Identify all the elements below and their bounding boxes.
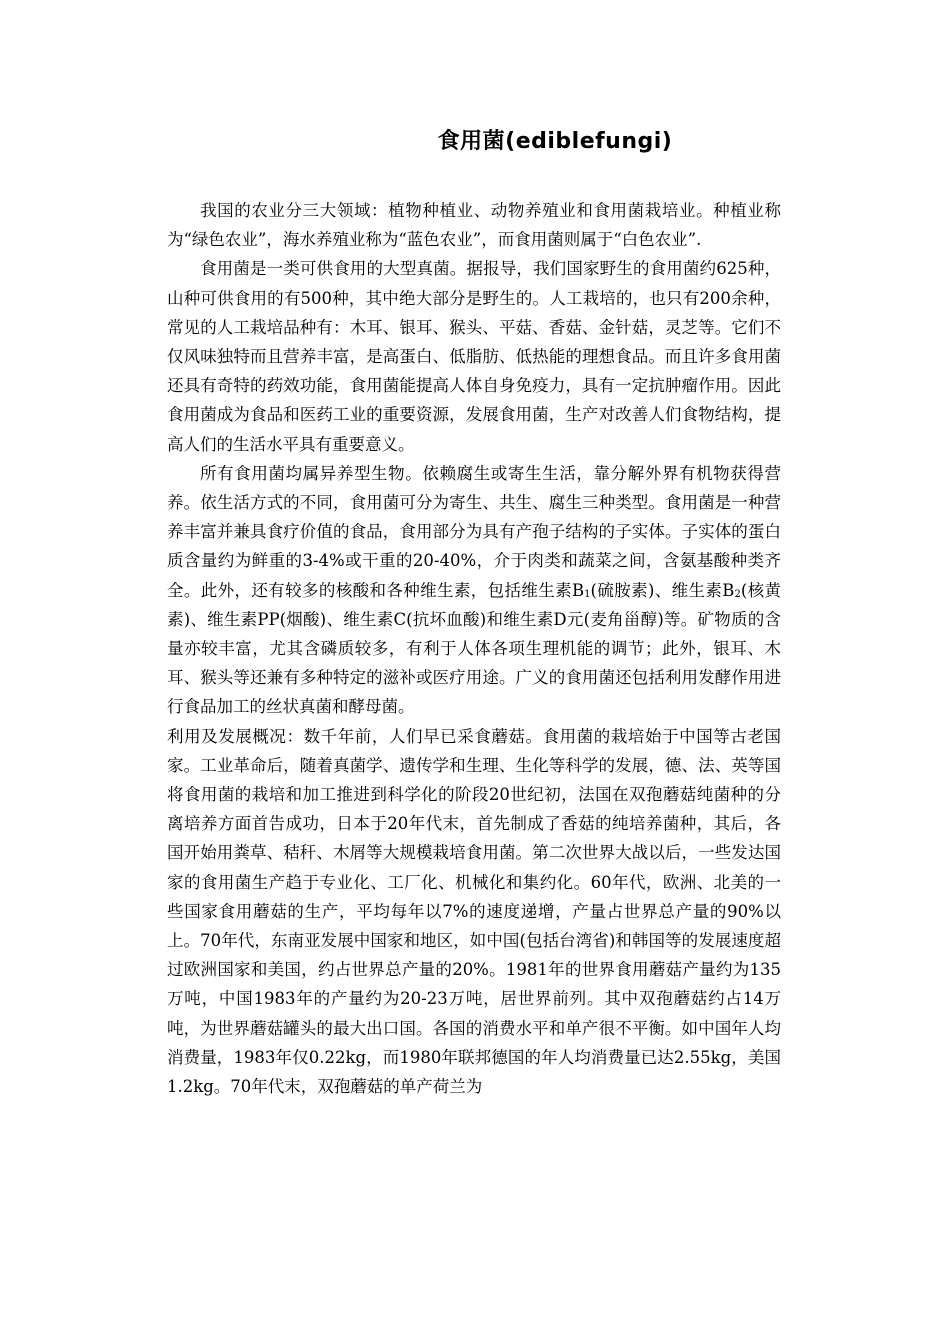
paragraph-development-history: 利用及发展概况：数千年前，人们早已采食蘑菇。食用菌的栽培始于中国等古老国家。工业革命后，随着真菌学、遗传学和生理、生化等科学的发展，德、法、英等国将食用菌的栽培和加工推进到科学化的阶段20世纪初，法国在双孢蘑菇纯菌种的分离培养方面首告成功，日本于20年代末，首先制成了香菇的纯培养菌种，其后，各国开始用粪草、秸秆、木屑等大规模栽培食用菌。第二次世界大战以后，一些发达国家的食用菌生产趋于专业化、工厂化、机械化和集约化。60年代，欧洲、北美的一些国家食用蘑菇的生产，平均每年以7%的速度递增，产量占世界总产量的90%以上。70年代，东南亚发展中国家和地区，如中国(包括台湾省)和韩国等的发展速度超过欧洲国家和美国，约占世界总产量的20%。1981年的世界食用蘑菇产量约为135万吨，中国1983年的产量约为20-23万吨，居世界前列。其中双孢蘑菇约占14万吨，为世界蘑菇罐头的最大出口国。各国的消费水平和单产很不平衡。如中国年人均消费量，1983年仅0.22kg，而1980年联邦德国的年人均消费量已达2.55kg，美国1.2kg。70年代末，双孢蘑菇的单产荷兰为 bbox=[167, 726, 781, 1097]
subscript-1: 1 bbox=[584, 588, 591, 600]
paragraph-nutrition-part-1: 所有食用菌均属异养型生物。依赖腐生或寄生生活，靠分解外界有机物获得营养。依生活方式的不同，食用菌可分为寄生、共生、腐生三种类型。食用菌是一种营养丰富并兼具食疗价值的食品，食用部分为具有产孢子结构的子实体。子实体的蛋白质含量约为鲜重的3-4%或干重的20-40%，介于肉类和蔬菜之间，含氨基酸种类齐全。此外，还有较多的核酸和各种维生素，包括维生素B bbox=[167, 463, 781, 600]
paragraph-nutrition-part-2: (硫胺素)、维生素B bbox=[590, 580, 735, 600]
document-title: 食用菌(ediblefungi) bbox=[437, 129, 673, 154]
paragraph-agriculture-domains: 我国的农业分三大领域：植物种植业、动物养殖业和食用菌栽培业。种植业称为“绿色农业”，海水养殖业称为“蓝色农业”，而食用菌则属于“白色农业”. bbox=[167, 201, 781, 250]
paragraph-nutrition bbox=[167, 459, 781, 722]
subscript-2: 2 bbox=[734, 588, 741, 600]
paragraph-nutrition-part-3: (核黄素)、维生素PP(烟酸)、维生素C(抗坏血酸)和维生素D元(麦角甾醇)等。矿物质的含量亦较丰富，尤其含磷质较多，有利于人体各项生理机能的调节；此外，银耳、木耳、猴头等还兼有多种特定的滋补或医疗用途。广义的食用菌还包括利用发酵作用进行食品加工的丝状真菌和酵母菌。 bbox=[167, 580, 782, 717]
paragraph-edible-fungi-overview: 食用菌是一类可供食用的大型真菌。据报导，我们国家野生的食用菌约625种，山种可供食用的有500种，其中绝大部分是野生的。人工栽培的，也只有200余种，常见的人工栽培品种有：木耳、银耳、猴头、平菇、香菇、金针菇，灵芝等。它们不仅风味独特而且营养丰富，是高蛋白、低脂肪、低热能的理想食品。而且许多食用菌还具有奇特的药效功能，食用菌能提高人体自身免疫力，具有一定抗肿瘤作用。因此食用菌成为食品和医药工业的重要资源，发展食用菌，生产对改善人们食物结构，提高人们的生活水平具有重要意义。 bbox=[167, 259, 781, 454]
document-body bbox=[167, 196, 781, 1101]
